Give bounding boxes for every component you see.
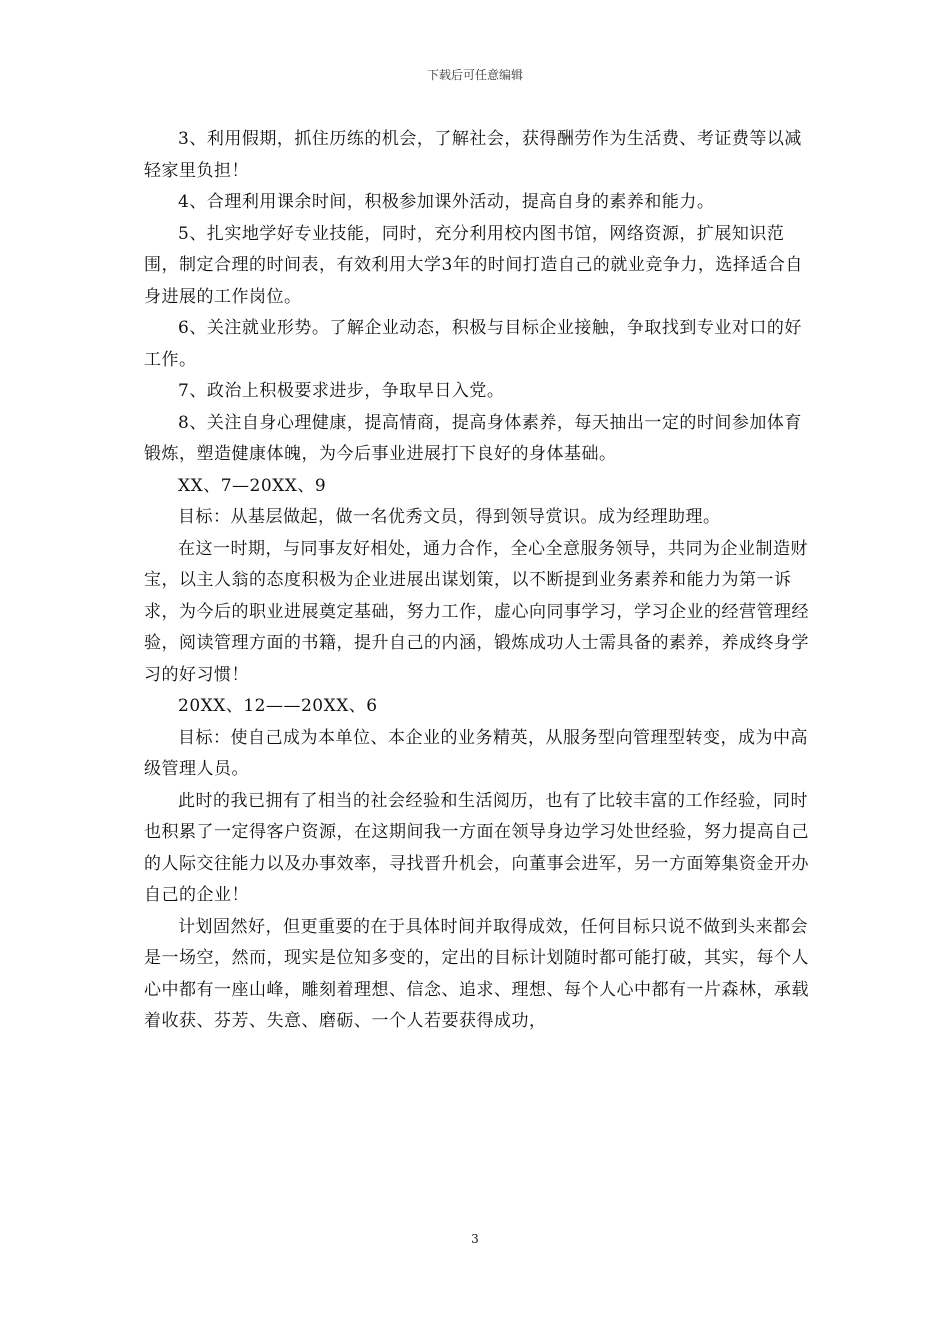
paragraph-item-3: 3、利用假期，抓住历练的机会，了解社会，获得酬劳作为生活费、考证费等以减轻家里负担！ xyxy=(144,129,802,181)
period-description-2: 此时的我已拥有了相当的社会经验和生活阅历，也有了比较丰富的工作经验，同时也积累了一定得客户资源，在这期间我一方面在领导身边学习处世经验，努力提高自己的人际交往能力以及办事效率，寻找晋升机会，向董事会进军，另一方面筹集资金开办自己的企业！ xyxy=(144,790,809,905)
paragraph-item-5: 5、扎实地学好专业技能，同时，充分利用校内图书馆，网络资源，扩展知识范围，制定合理的时间表，有效利用大学3年的时间打造自己的就业竞争力，选择适合自身进展的工作岗位。 xyxy=(144,223,803,307)
closing-paragraph: 计划固然好，但更重要的在于具体时间并取得成效，任何目标只说不做到头来都会是一场空，然而，现实是位知多变的，定出的目标计划随时都可能打破，其实，每个人心中都有一座山峰，雕刻着理想、信念、追求、理想、每个人心中都有一片森林，承载着收获、芬芳、失意、磨砺、一个人若要获得成功， xyxy=(144,916,809,1031)
paragraph-item-4: 4、合理利用课余时间，积极参加课外活动，提高自身的素养和能力。 xyxy=(178,192,715,212)
paragraph-item-7: 7、政治上积极要求进步，争取早日入党。 xyxy=(178,381,505,401)
page-number: 3 xyxy=(471,1232,479,1246)
paragraph-item-6: 6、关注就业形势。了解企业动态，积极与目标企业接触，争取找到专业对口的好工作。 xyxy=(144,318,802,370)
page-header: 下载后可任意编辑 xyxy=(426,68,523,82)
document-body xyxy=(144,124,816,1038)
period-heading-2: 20XX、12——20XX、6 xyxy=(178,696,378,716)
goal-1: 目标：从基层做起，做一名优秀文员，得到领导赏识。成为经理助理。 xyxy=(178,507,721,527)
period-description-1: 在这一时期，与同事友好相处，通力合作，全心全意服务领导，共同为企业制造财宝，以主人翁的态度积极为企业进展出谋划策，以不断提到业务素养和能力为第一诉求，为今后的职业进展奠定基础，努力工作，虚心向同事学习，学习企业的经营管理经验，阅读管理方面的书籍，提升自己的内涵，锻炼成功人士需具备的素养，养成终身学习的好习惯！ xyxy=(144,538,809,685)
paragraph-item-8: 8、关注自身心理健康，提高情商，提高身体素养，每天抽出一定的时间参加体育锻炼，塑造健康体魄，为今后事业进展打下良好的身体基础。 xyxy=(144,412,802,464)
period-heading-1: XX、7—20XX、9 xyxy=(178,475,327,496)
goal-2: 目标：使自己成为本单位、本企业的业务精英，从服务型向管理型转变，成为中高级管理人员。 xyxy=(144,727,808,779)
